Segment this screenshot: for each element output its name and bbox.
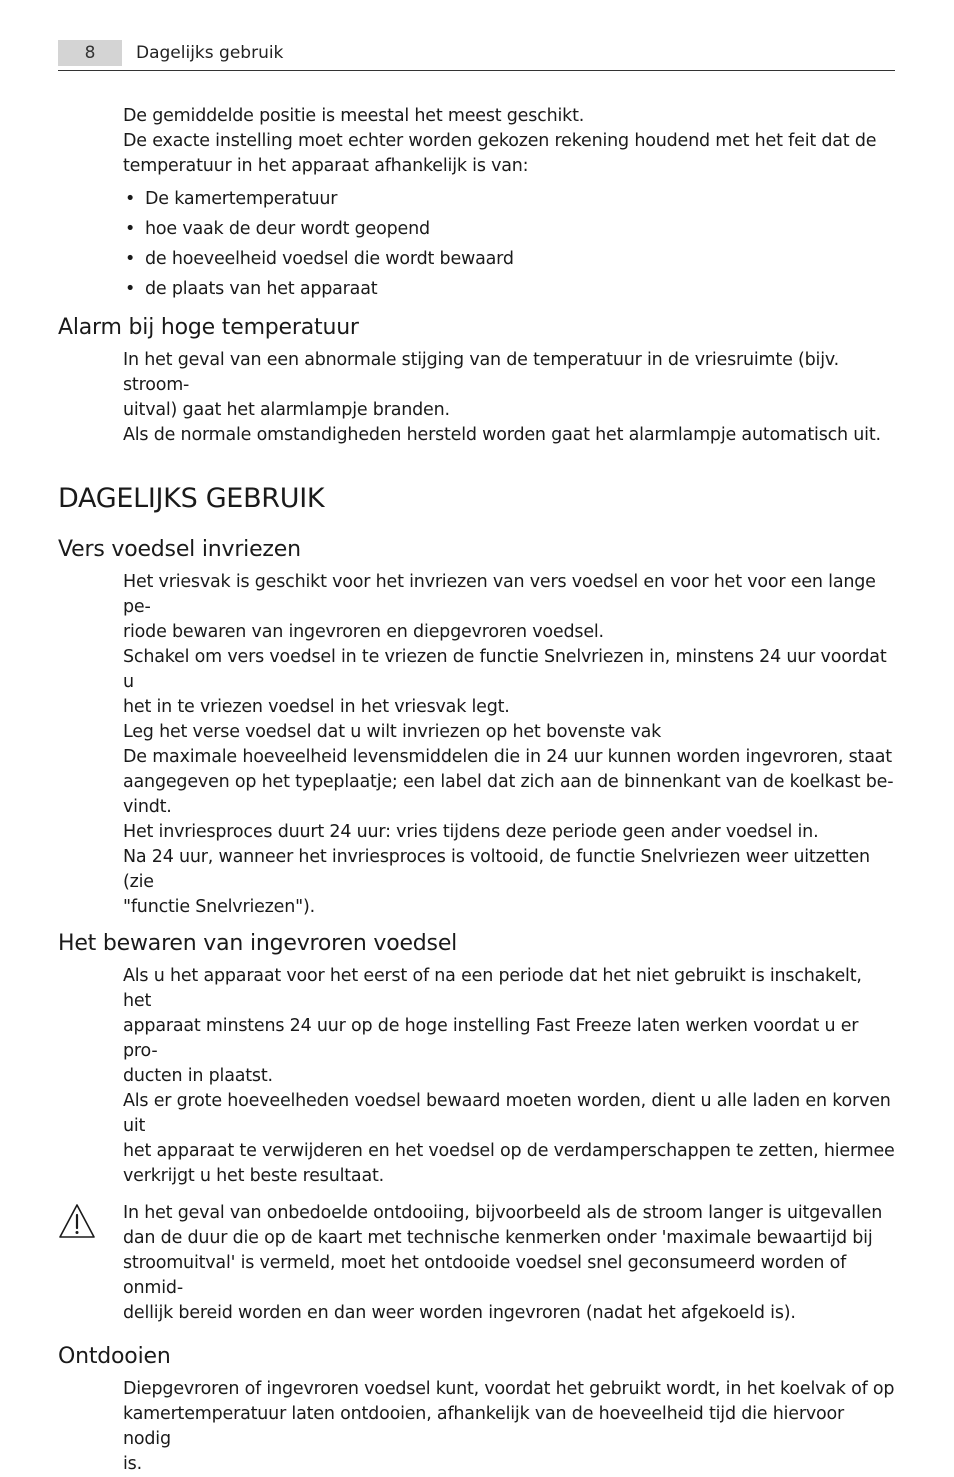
list-item [123,184,895,214]
list-item [123,244,895,274]
body-line: uitval) gaat het alarmlampje branden. [123,400,450,420]
body-line: Diepgevroren of ingevroren voedsel kunt, voordat het gebruikt wordt, in het koelvak of op [123,1379,895,1399]
warning-note [58,1201,895,1326]
chapter-title: DAGELIJKS GEBRUIK [58,483,325,514]
body-line: Het vriesvak is geschikt voor het invriezen van vers voedsel en voor het voor een lange pe- [123,572,876,617]
body-line: het in te vriezen voedsel in het vriesvak legt. [123,697,510,717]
body-line: kamertemperatuur laten ontdooien, afhankelijk van de hoeveelheid tijd die hiervoor nodig [123,1404,844,1449]
body-line: is. [123,1454,142,1474]
vers-body [123,570,895,920]
bullet-icon: • [125,249,136,269]
bullet-icon: • [125,219,136,239]
warning-text [123,1201,895,1326]
body-line: Na 24 uur, wanneer het invriesproces is voltooid, de functie Snelvriezen weer uitzetten (zie [123,847,870,892]
bullet-icon: • [125,279,136,299]
body-line: Leg het verse voedsel dat u wilt invriezen op het bovenste vak [123,722,662,742]
body-line: vindt. [123,797,172,817]
list-item [123,274,895,304]
body-line: Als de normale omstandigheden hersteld worden gaat het alarmlampje automatisch uit. [123,425,881,445]
intro-section [123,104,895,304]
warning-line: dellijk bereid worden en dan weer worden ingevroren (nadat het afgekoeld is). [123,1303,796,1323]
warning-line: In het geval van onbedoelde ontdooiing, bijvoorbeeld als de stroom langer is uitgevallen [123,1203,883,1223]
body-line: In het geval van een abnormale stijging van de temperatuur in de vriesruimte (bijv. stroom- [123,350,840,395]
warning-line: dan de duur die op de kaart met technische kenmerken onder 'maximale bewaartijd bij [123,1228,873,1248]
list-item-text: de hoeveelheid voedsel die wordt bewaard [145,249,514,269]
body-line: De maximale hoeveelheid levensmiddelen die in 24 uur kunnen worden ingevroren, staat [123,747,892,767]
body-line: ducten in plaatst. [123,1066,273,1086]
body-line: apparaat minstens 24 uur op de hoge instelling Fast Freeze laten werken voordat u er pro- [123,1016,859,1061]
body-line: Als er grote hoeveelheden voedsel bewaard moeten worden, dient u alle laden en korven uit [123,1091,891,1136]
section-heading-bewaren: Het bewaren van ingevroren voedsel [58,931,458,956]
section-heading-vers: Vers voedsel invriezen [58,537,301,562]
page-content [58,104,895,1477]
alarm-body [123,348,895,448]
bewaren-body [123,964,895,1189]
section-heading-alarm: Alarm bij hoge temperatuur [58,315,359,340]
body-line: Het invriesproces duurt 24 uur: vries tijdens deze periode geen ander voedsel in. [123,822,819,842]
page-header [58,40,895,71]
section-heading-ontdooien: Ontdooien [58,1344,171,1369]
body-line: "functie Snelvriezen"). [123,897,315,917]
body-line: temperatuur in het apparaat afhankelijk is van: [123,156,529,176]
running-title: Dagelijks gebruik [136,43,284,63]
warning-line: stroomuitval' is vermeld, moet het ontdooide voedsel snel geconsumeerd worden of onmid- [123,1253,847,1298]
body-line: De gemiddelde positie is meestal het meest geschikt. [123,106,585,126]
list-item [123,214,895,244]
body-line: verkrijgt u het beste resultaat. [123,1166,385,1186]
body-line: De exacte instelling moet echter worden gekozen rekening houdend met het feit dat de [123,131,877,151]
list-item-text: hoe vaak de deur wordt geopend [145,219,430,239]
page-number: 8 [58,40,122,66]
list-item-text: de plaats van het apparaat [145,279,378,299]
body-line: riode bewaren van ingevroren en diepgevroren voedsel. [123,622,604,642]
bullet-list [123,184,895,304]
warning-triangle-icon [58,1203,96,1239]
bullet-icon: • [125,189,136,209]
body-line: aangegeven op het typeplaatje; een label dat zich aan de binnenkant van de koelkast be- [123,772,894,792]
list-item-text: De kamertemperatuur [145,189,338,209]
ontdooien-body [123,1377,895,1477]
body-line: Schakel om vers voedsel in te vriezen de functie Snelvriezen in, minstens 24 uur voordat u [123,647,887,692]
body-line: Als u het apparaat voor het eerst of na een periode dat het niet gebruikt is inschakelt, het [123,966,862,1011]
body-line: het apparaat te verwijderen en het voedsel op de verdamperschappen te zetten, hiermee [123,1141,895,1161]
